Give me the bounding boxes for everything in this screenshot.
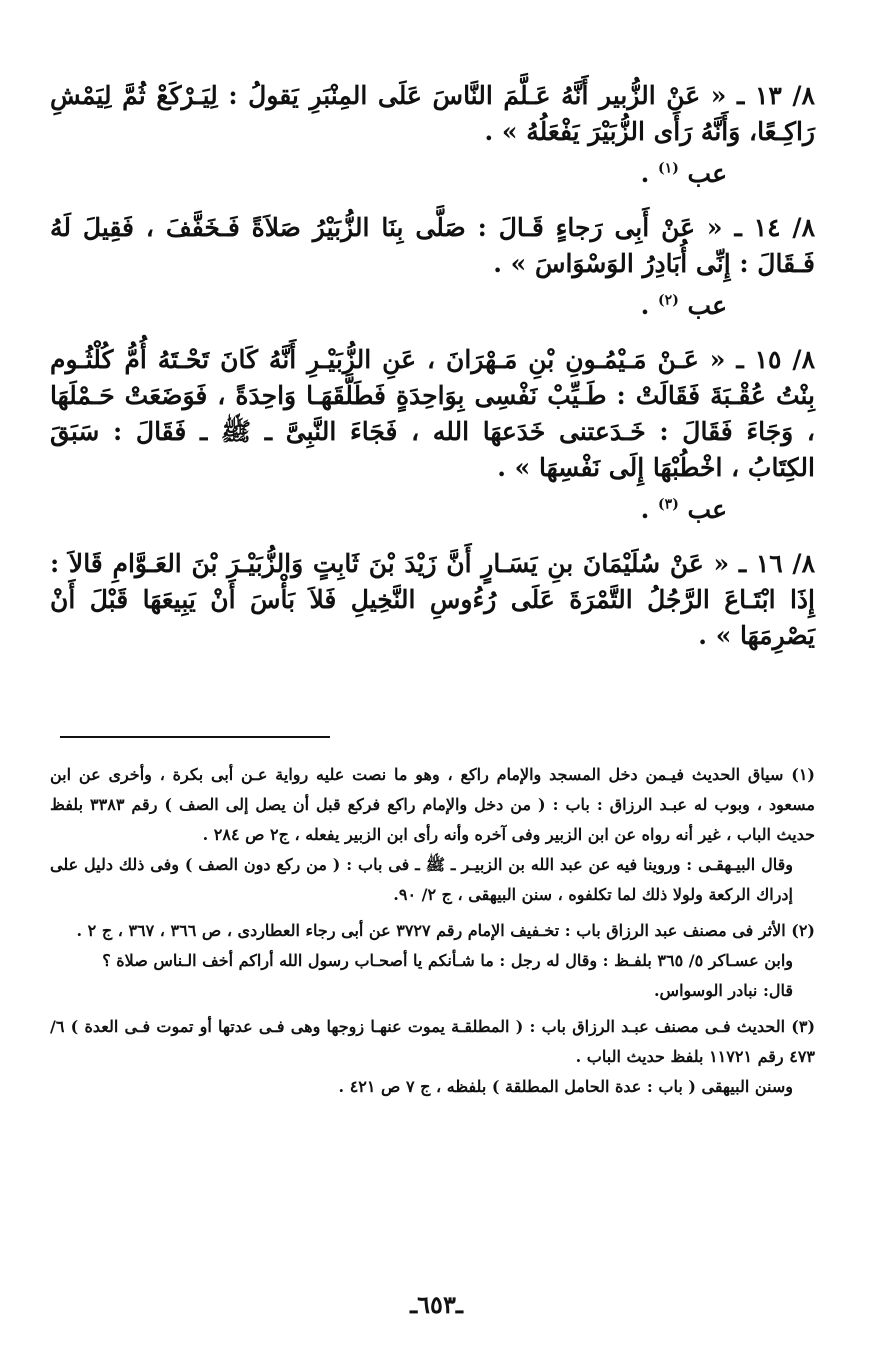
footnote-line: (٣) الحديث فـى مصنف عبـد الرزاق باب : ( المطلقـة يموت عنهـا زوجها وهى فـى عدتها أو تموت فـى العدة ) ٦/ ٤٧٣ رقم ١١٧٢١ بلفظ حديث الباب . — [50, 1017, 816, 1066]
source-code: عب — [687, 495, 727, 524]
footnote-marker: (٣) — [791, 1017, 816, 1036]
footnote-ref: (٢) — [658, 292, 679, 309]
hadith-text — [50, 342, 815, 486]
footnote-separator — [60, 736, 330, 738]
source-line: عب $^{(٣)}$ . — [640, 495, 727, 524]
footnotes — [50, 760, 815, 1108]
source-line: عب $^{(٢)}$ . — [640, 291, 727, 320]
hadith-number: ٨/ ١٤ ـ — [734, 213, 815, 242]
footnote-line: قال: نبادر الوسواس. — [653, 981, 793, 1000]
footnote-ref: (٣) — [658, 496, 679, 513]
hadith-body: « عَنْ سُلَيْمَانَ بنِ يَسَـارٍ أَنَّ زَيْدَ بْنَ ثَابِتٍ وَالزُّبَيْـرَ بْنَ العَـوَّامِ قَالاَ : إِذَا ابْتَـاعَ الرَّجُلُ التَّمْرَةَ عَلَى رُءُوسِ النَّخِيلِ فَلاَ بَأْسَ أَنْ يَبِيعَهَا قَبْلَ أَنْ يَصْرِمَهَا » . — [50, 549, 815, 650]
footnote — [50, 1012, 815, 1102]
hadith-number: ٨/ ١٥ ـ — [736, 345, 815, 374]
footnote-line: وقال البيـهقـى : وروينا فيه عن عبد الله بن الزبيـر ـ ﷺ ـ فى باب : ( من ركع دون الصف ) وفى ذلك دليل على إدراك الركعة ولولا ذلك لما تكلفوه ، سنن البيهقى ، ج ٢/ ٩٠. — [50, 855, 793, 904]
hadith-text — [50, 210, 815, 282]
source-line: عب $^{(١)}$ . — [640, 159, 727, 188]
hadith-entry — [50, 342, 815, 528]
hadith-body: « عَنْ أَبِى رَجاءٍ قَـالَ : صَلَّى بِنَا الزُّبَيْرُ صَلاَةً فَـخَفَّفَ ، فَقِيلَ لَهُ فَـقَالَ : إِنِّى أُبَادِرُ الوَسْوَاسَ » . — [50, 213, 815, 278]
footnote-line: وابن عسـاكر ٥/ ٣٦٥ بلفـظ : وقال له رجل : ما شـأنكم يا أصحـاب رسول الله أراكم أخف الـناس صلاة ؟ — [102, 951, 793, 970]
hadith-text — [50, 78, 815, 150]
source-code: عب — [687, 291, 727, 320]
footnote-line: (١) سياق الحديث فيـمن دخل المسجد والإمام راكع ، وهو ما نصت عليه رواية عـن أبى بكرة ، وأخرى عن ابن مسعود ، وبوب له عبـد الرزاق : باب : ( من دخل والإمام راكع فركع قبل أن يصل إلى الصف ) رقم ٣٣٨٣ بلفظ حديث الباب ، غير أنه رواه عن ابن الزبير وفى آخره وأنه رأى ابن الزبير يفعله ، ج٢ ص ٢٨٤ . — [50, 765, 815, 844]
hadith-text — [50, 546, 815, 654]
footnote — [50, 916, 815, 1006]
main-text — [50, 78, 815, 668]
hadith-number: ٨/ ١٦ ـ — [738, 549, 815, 578]
footnote — [50, 760, 815, 910]
hadith-entry — [50, 210, 815, 324]
hadith-entry — [50, 78, 815, 192]
footnote-ref: (١) — [658, 160, 679, 177]
footnote-marker: (٢) — [791, 921, 815, 940]
page-number: ـ٦٥٣ـ — [410, 1290, 463, 1319]
source-code: عب — [687, 159, 727, 188]
hadith-number: ٨/ ١٣ ـ — [737, 81, 815, 110]
hadith-body: « عَـنْ مَـيْمُـونِ بْنِ مَـهْرَانَ ، عَنِ الزُّبَيْـرِ أَنَّهُ كَانَ تَحْـتَهُ أُمُّ كُلْثُـوم بِنْتُ عُقْـبَةَ فَقَالَتْ : طَـيِّبْ نَفْسِى بِوَاحِدَةٍ فَطَلَّقَهَـا وَاحِدَةً ، فَوَضَعَتْ حَـمْلَهَا ، وَجَاءَ فَقَالَ : خَـدَعتنى خَدَعهَا الله ، فَجَاءَ النَّبِىَّ ـ ﷺ ـ فَقَالَ : سَبَقَ الكِتَابُ ، اخْطُبْهَا إِلَى نَفْسِهَا » . — [50, 345, 815, 482]
footnote-marker: (١) — [791, 765, 815, 784]
footnote-line: وسنن البيهقى ( باب : عدة الحامل المطلقة ) بلفظه ، ج ٧ ص ٤٢١ . — [338, 1077, 793, 1096]
hadith-entry — [50, 546, 815, 654]
hadith-body: « عَنْ الزُّبير أَنَّهُ عَـلَّمَ النَّاسَ عَلَى المِنْبَرِ يَقولُ : لِيَـرْكَعْ ثُمَّ لِيَمْشِ رَاكِـعًا، وَأَنَّهُ رَأَى الزُّبَيْرَ يَفْعَلُهُ » . — [50, 81, 815, 146]
footnote-line: (٢) الأثر فى مصنف عبد الرزاق باب : تخـفيف الإمام رقم ٣٧٢٧ عن أبى رجاء العطاردى ، ص ٣٦٦ ، ٣٦٧ ، ج ٢ . — [76, 921, 815, 940]
